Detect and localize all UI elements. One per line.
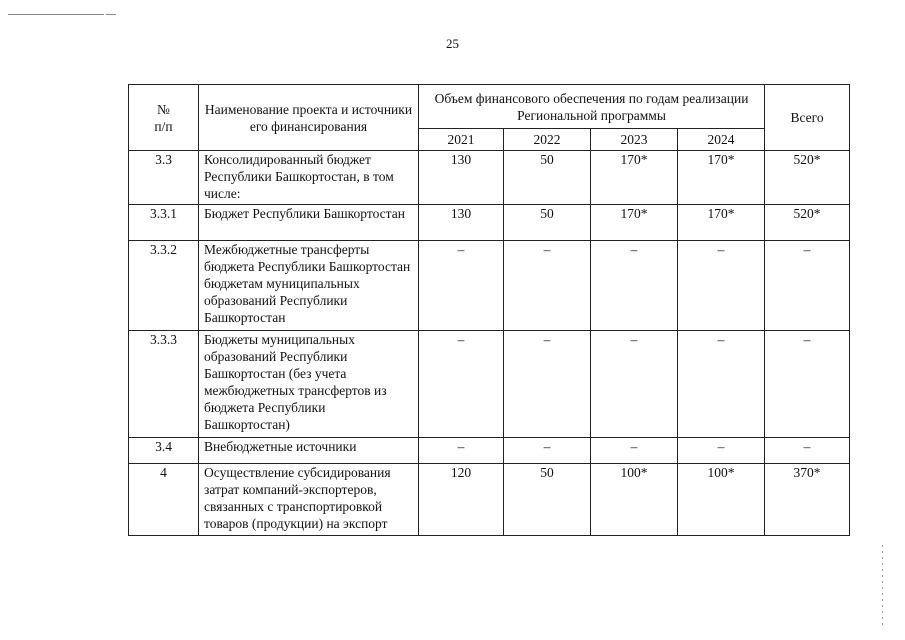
- row-value-2022: 50: [504, 205, 591, 241]
- row-num: 3.3.1: [129, 205, 199, 241]
- row-value-2022: 50: [504, 151, 591, 205]
- financing-table: [128, 84, 850, 536]
- row-value-2021: 120: [419, 464, 504, 536]
- page-number: 25: [446, 36, 459, 51]
- row-value-2023: 100*: [591, 464, 678, 536]
- header-num: № п/п: [129, 85, 199, 151]
- header-year: 2023: [591, 129, 678, 151]
- table-row: [129, 331, 850, 438]
- header-name: Наименование проекта и источники его финансирования: [199, 85, 419, 151]
- row-total: –: [765, 331, 850, 438]
- table-row: [129, 241, 850, 331]
- header-year: 2022: [504, 129, 591, 151]
- row-num: 4: [129, 464, 199, 536]
- row-value-2023: 170*: [591, 205, 678, 241]
- row-total: 520*: [765, 205, 850, 241]
- row-num: 3.3.3: [129, 331, 199, 438]
- row-total: –: [765, 438, 850, 464]
- row-value-2023: 170*: [591, 151, 678, 205]
- scan-artifact-edge: [882, 545, 883, 625]
- row-value-2023: –: [591, 241, 678, 331]
- row-value-2024: –: [678, 438, 765, 464]
- row-value-2024: –: [678, 241, 765, 331]
- row-value-2021: –: [419, 241, 504, 331]
- row-value-2022: –: [504, 331, 591, 438]
- table-row: [129, 464, 850, 536]
- row-num: 3.3.2: [129, 241, 199, 331]
- row-value-2021: –: [419, 438, 504, 464]
- header-total: Всего: [765, 85, 850, 151]
- table-row: [129, 151, 850, 205]
- row-value-2022: 50: [504, 464, 591, 536]
- row-value-2022: –: [504, 438, 591, 464]
- row-name: Межбюджетные трансферты бюджета Республики Башкортостан бюджетам муниципальных образований Республики Башкортостан: [199, 241, 419, 331]
- row-num: 3.4: [129, 438, 199, 464]
- row-value-2024: –: [678, 331, 765, 438]
- row-name: Консолидированный бюджет Республики Башкортостан, в том числе:: [199, 151, 419, 205]
- scan-artifact-line: [8, 14, 104, 15]
- row-num: 3.3: [129, 151, 199, 205]
- row-value-2023: –: [591, 331, 678, 438]
- row-name: Осуществление субсидирования затрат компаний-экспортеров, связанных с транспортировкой товаров (продукции) на экспорт: [199, 464, 419, 536]
- row-name: Бюджеты муниципальных образований Республики Башкортостан (без учета межбюджетных трансфертов из бюджета Республики Башкортостан): [199, 331, 419, 438]
- row-name: Внебюджетные источники: [199, 438, 419, 464]
- row-value-2023: –: [591, 438, 678, 464]
- header-year: 2024: [678, 129, 765, 151]
- row-value-2024: 170*: [678, 151, 765, 205]
- row-value-2021: 130: [419, 205, 504, 241]
- row-value-2024: 100*: [678, 464, 765, 536]
- row-value-2021: –: [419, 331, 504, 438]
- header-year: 2021: [419, 129, 504, 151]
- row-total: –: [765, 241, 850, 331]
- table-header-row: [129, 85, 850, 129]
- row-total: 370*: [765, 464, 850, 536]
- table-row: [129, 205, 850, 241]
- scan-artifact-dash: [106, 14, 116, 15]
- row-value-2024: 170*: [678, 205, 765, 241]
- row-value-2021: 130: [419, 151, 504, 205]
- header-volume: Объем финансового обеспечения по годам реализации Региональной программы: [419, 85, 765, 129]
- table-row: [129, 438, 850, 464]
- row-value-2022: –: [504, 241, 591, 331]
- row-name: Бюджет Республики Башкортостан: [199, 205, 419, 241]
- row-total: 520*: [765, 151, 850, 205]
